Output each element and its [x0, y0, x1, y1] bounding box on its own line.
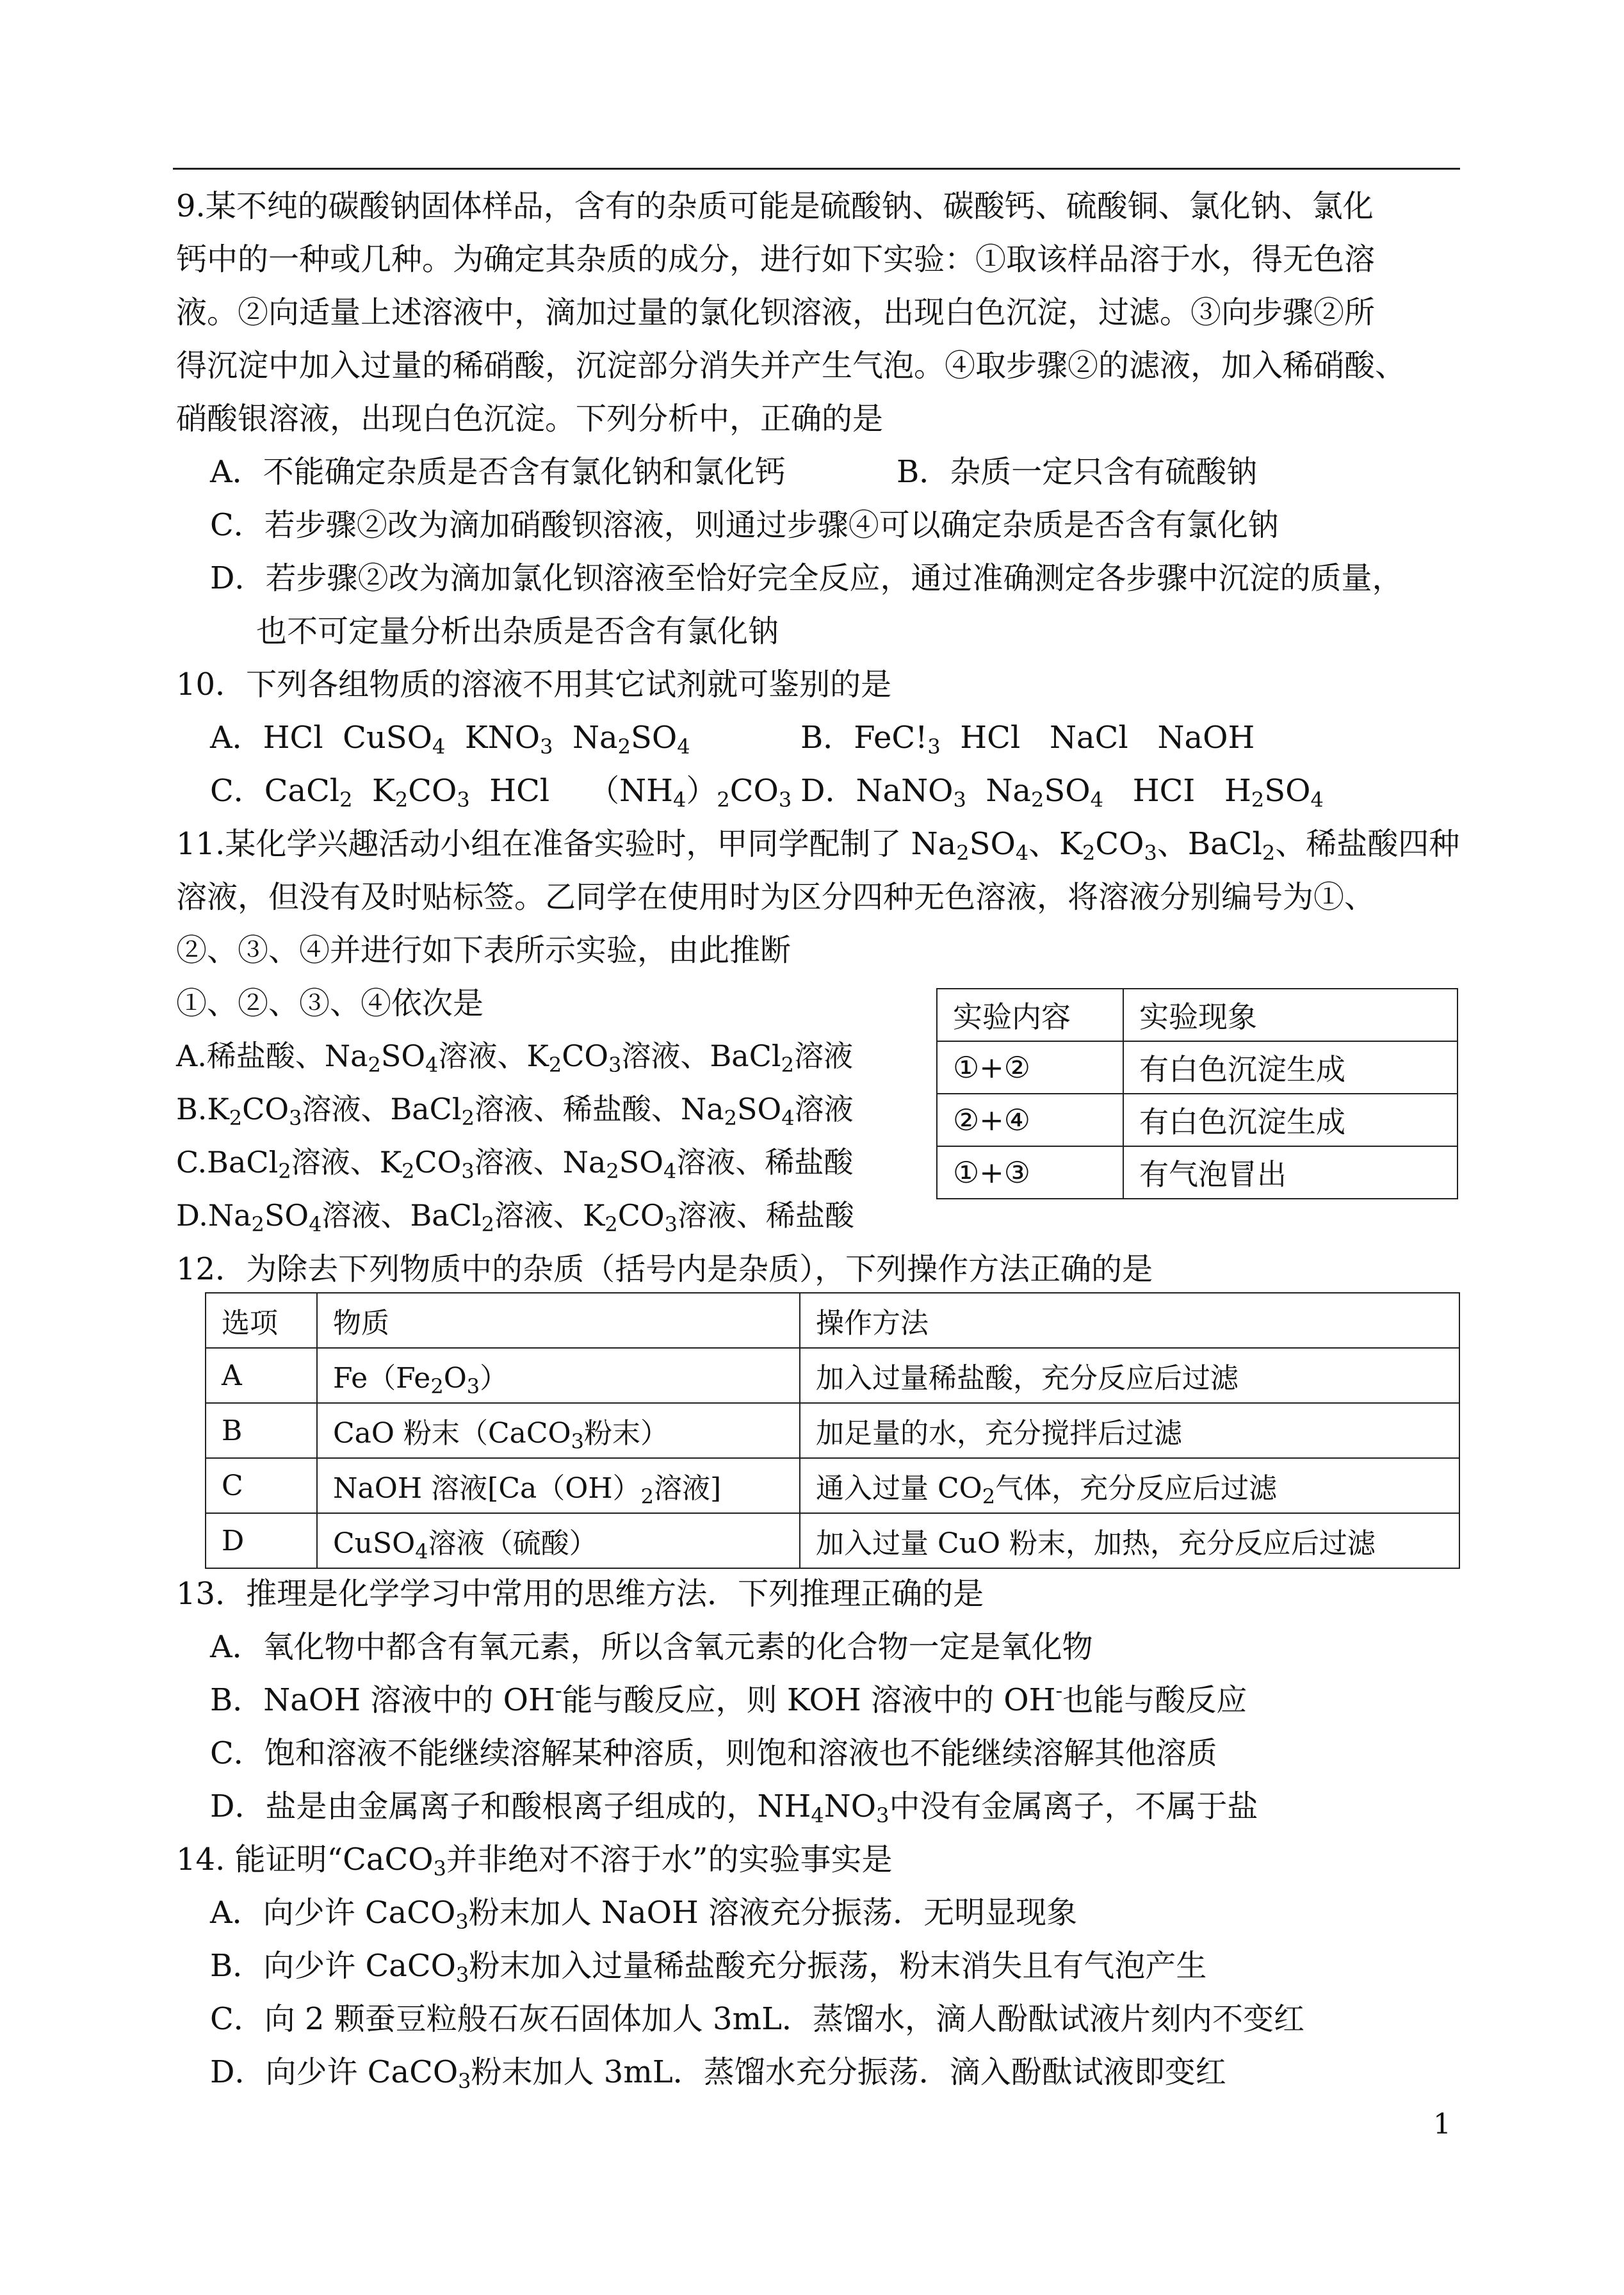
q14-stem: 14. 能证明“CaCO$_3$并非绝对不溶于水”的实验事实是 [176, 1842, 893, 1881]
table-cell: 加入过量稀盐酸，充分反应后过滤 [800, 1348, 1459, 1403]
table-cell: A [206, 1348, 317, 1403]
q10-option-d: D．NaNO$_3$ $Na_2SO_4$ HCI $H_2SO_4$ [800, 773, 1324, 812]
table-cell: B [206, 1403, 317, 1458]
q11-option-c: C.BaCl$_2$溶液、$K_2CO_3$溶液、$Na_2SO_4$溶液、稀盐酸 [176, 1145, 854, 1183]
table-header-row [206, 1293, 1459, 1348]
table-cell: NaOH 溶液[$Ca(OH)_2$溶液] [317, 1458, 800, 1513]
table-cell: 有白色沉淀生成 [1123, 1094, 1458, 1146]
table-cell: 有白色沉淀生成 [1123, 1041, 1458, 1094]
table-row [206, 1513, 1459, 1568]
q13-option-c: C．饱和溶液不能继续溶解某种溶质，则饱和溶液也不能继续溶解其他溶质 [210, 1735, 1217, 1771]
table-cell: ②+④ [937, 1094, 1123, 1146]
page-number: 1 [1433, 2108, 1451, 2141]
table-cell: ①+② [937, 1041, 1123, 1094]
q11-line-3: ②、③、④并进行如下表所示实验，由此推断 [176, 932, 792, 968]
table-cell: D [206, 1513, 317, 1568]
q14-option-a: A．向少许 CaCO$_3$粉末加人 NaOH 溶液充分振荡．无明显现象 [210, 1895, 1078, 1934]
table-row [937, 1146, 1458, 1199]
q9-option-c: C．若步骤②改为滴加硝酸钡溶液，则通过步骤④可以确定杂质是否含有氯化钠 [210, 507, 1279, 543]
q13-option-d: D．盐是由金属离子和酸根离子组成的，$NH_4NO_3$中没有金属离子，不属于盐 [210, 1788, 1258, 1828]
q13-option-b: B．NaOH 溶液中的 OH-能与酸反应，则 KOH 溶液中的 OH-也能与酸反应 [210, 1678, 1247, 1718]
table-row [206, 1403, 1459, 1458]
table-row [937, 1041, 1458, 1094]
q11-experiment-table [936, 988, 1458, 1199]
q12-table [205, 1292, 1460, 1569]
q9-option-d-line-1: D．若步骤②改为滴加氯化钡溶液至恰好完全反应，通过准确测定各步骤中沉淀的质量， [210, 560, 1403, 596]
q11-option-a: A.稀盐酸、$Na_2SO_4$溶液、$K_2CO_3$溶液、BaCl$_2$溶液 [176, 1039, 853, 1077]
table-header-row [937, 989, 1458, 1041]
table-row [206, 1458, 1459, 1513]
q14-option-b: B．向少许 CaCO$_3$粉末加入过量稀盐酸充分振荡，粉末消失且有气泡产生 [210, 1948, 1207, 1987]
q9-option-d-line-2: 也不可定量分析出杂质是否含有氯化钠 [256, 613, 779, 649]
q14-option-c: C．向 2 颗蚕豆粒般石灰石固体加人 3mL．蒸馏水，滴人酚酞试液片刻内不变红 [210, 2001, 1304, 2037]
table-header-cell: 选项 [206, 1293, 317, 1348]
table-cell: C [206, 1458, 317, 1513]
table-header-cell: 实验内容 [937, 989, 1123, 1041]
table-cell: 加足量的水，充分搅拌后过滤 [800, 1403, 1459, 1458]
header-rule [173, 168, 1460, 170]
q11-line-2: 溶液，但没有及时贴标签。乙同学在使用时为区分四种无色溶液，将溶液分别编号为①、 [176, 879, 1376, 915]
q9-line-4: 得沉淀中加入过量的稀硝酸，沉淀部分消失并产生气泡。④取步骤②的滤液，加入稀硝酸、 [176, 348, 1406, 384]
q13-option-a: A．氧化物中都含有氧元素，所以含氧元素的化合物一定是氧化物 [210, 1629, 1093, 1665]
table-cell: $Fe(Fe_2O_3)$ [317, 1348, 800, 1403]
table-cell: 加入过量 CuO 粉末，加热，充分反应后过滤 [800, 1513, 1459, 1568]
table-cell: 有气泡冒出 [1123, 1146, 1458, 1199]
q11-line-4: ①、②、③、④依次是 [176, 985, 484, 1021]
q9-line-2: 钙中的一种或几种。为确定其杂质的成分，进行如下实验：①取该样品溶于水，得无色溶 [176, 241, 1376, 277]
q9-line-1: 9.某不纯的碳酸钠固体样品，含有的杂质可能是硫酸钠、碳酸钙、硫酸铜、氯化钠、氯化 [176, 188, 1374, 224]
table-cell: ①+③ [937, 1146, 1123, 1199]
table-cell: CuSO$_4$溶液（硫酸） [317, 1513, 800, 1568]
table-header-cell: 物质 [317, 1293, 800, 1348]
q13-stem: 13．推理是化学学习中常用的思维方法．下列推理正确的是 [176, 1576, 984, 1612]
q11-line-1: 11.某化学兴趣活动小组在准备实验时，甲同学配制了 $Na_2SO_4$、$K_2CO_3$、BaCl$_2$、稀盐酸四种 [176, 826, 1460, 865]
q9-option-a: A．不能确定杂质是否含有氯化钠和氯化钙 [210, 454, 786, 490]
q11-option-d: $D.Na_2SO_4$溶液、BaCl$_2$溶液、$K_2CO_3$溶液、稀盐酸 [176, 1198, 855, 1237]
q11-option-b: $B.K_2CO_3$溶液、BaCl$_2$溶液、稀盐酸、$Na_2SO_4$溶液 [176, 1092, 854, 1130]
table-cell: 通入过量 $CO_2$气体，充分反应后过滤 [800, 1458, 1459, 1513]
q10-option-b: B．$FeC!_3$ HCl NaCl NaOH [800, 720, 1255, 759]
q12-stem: 12．为除去下列物质中的杂质（括号内是杂质），下列操作方法正确的是 [176, 1251, 1153, 1287]
q10-option-a: A．HCl CuSO$_4$ $KNO_3$ $Na_2SO_4$ [210, 720, 690, 759]
table-row [206, 1348, 1459, 1403]
q9-option-b: B．杂质一定只含有硫酸钠 [897, 454, 1258, 490]
table-cell: CaO 粉末（CaCO$_3$粉末） [317, 1403, 800, 1458]
table-row [937, 1094, 1458, 1146]
table-header-cell: 操作方法 [800, 1293, 1459, 1348]
q10-stem: 10．下列各组物质的溶液不用其它试剂就可鉴别的是 [176, 667, 892, 702]
q9-line-3: 液。②向适量上述溶液中，滴加过量的氯化钡溶液，出现白色沉淀，过滤。③向步骤②所 [176, 295, 1376, 330]
q9-line-5: 硝酸银溶液，出现白色沉淀。下列分析中，正确的是 [176, 401, 884, 437]
q10-option-c: C．CaCl$_2$ $K_2CO_3$ HCl $(NH_4)_2CO_3$ [210, 773, 792, 812]
table-header-cell: 实验现象 [1123, 989, 1458, 1041]
q14-option-d: D．向少许 CaCO$_3$粉末加人 3mL．蒸馏水充分振荡．滴入酚酞试液即变红 [210, 2054, 1226, 2093]
